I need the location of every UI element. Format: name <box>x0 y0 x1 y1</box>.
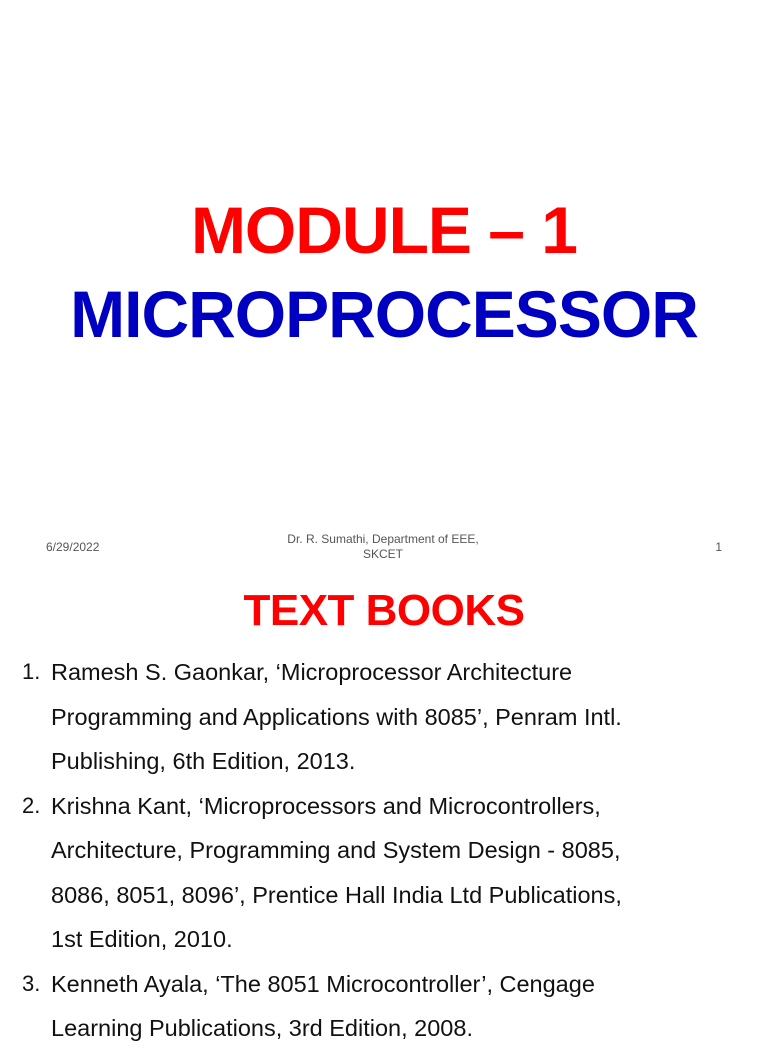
footer-author <box>268 532 498 562</box>
book-line: 1st Edition, 2010. <box>51 926 233 952</box>
book-line: 8086, 8051, 8096’, Prentice Hall India Ltd Publications, <box>51 881 622 908</box>
book-line: Kenneth Ayala, ‘The 8051 Microcontroller’, Cengage <box>51 970 595 997</box>
footer-page-number: 1 <box>715 540 722 554</box>
list-number: 2. <box>22 792 41 818</box>
list-number: 3. <box>22 970 41 996</box>
slide-text-books <box>0 576 768 1041</box>
section-heading: TEXT BOOKS <box>243 586 525 635</box>
footer-author-line1: Dr. R. Sumathi, Department of EEE, <box>287 532 479 546</box>
book-line: Publishing, 6th Edition, 2013. <box>51 748 356 774</box>
book-list <box>0 650 768 1051</box>
module-title: MODULE – 1 <box>190 193 578 267</box>
book-line: Learning Publications, 3rd Edition, 2008. <box>51 1015 473 1041</box>
footer-date: 6/29/2022 <box>46 540 100 554</box>
book-line: Architecture, Programming and System Design - 8085, <box>51 837 621 863</box>
book-line: Krishna Kant, ‘Microprocessors and Microcontrollers, <box>51 792 601 819</box>
list-item <box>0 650 768 784</box>
book-line: Programming and Applications with 8085’, Penram Intl. <box>51 703 622 730</box>
subject-title: MICROPROCESSOR <box>70 277 698 351</box>
footer-author-line2: SKCET <box>362 547 403 561</box>
book-line: Ramesh S. Gaonkar, ‘Microprocessor Architecture <box>51 659 573 685</box>
list-number: 1. <box>22 659 41 684</box>
list-item <box>0 784 768 962</box>
list-item <box>0 962 768 1051</box>
